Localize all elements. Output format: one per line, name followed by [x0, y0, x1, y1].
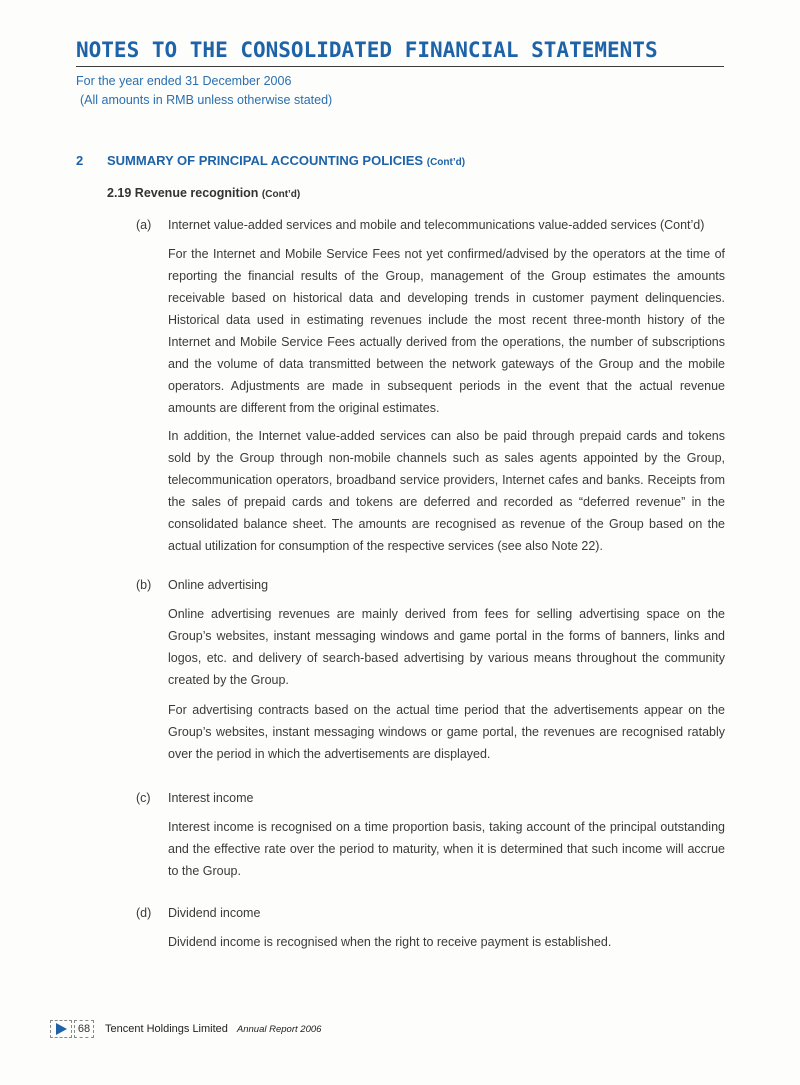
section-heading [76, 153, 465, 168]
item-b-paragraph-1: Online advertising revenues are mainly derived from fees for selling advertising space on the Group’s websites, instant messaging windows and game portal in the forms of banners, links and logos, etc. and delivery of search-based advertising by various means throughout the community created by the Group. [168, 607, 725, 687]
item-title: Internet value-added services and mobile and telecommunications value-added services (Cont’d) [168, 218, 705, 232]
play-arrow-icon [50, 1020, 72, 1038]
item-a-heading [136, 218, 704, 232]
page-title: NOTES TO THE CONSOLIDATED FINANCIAL STATEMENTS [76, 38, 658, 62]
item-letter: (d) [136, 906, 152, 920]
item-c-paragraph-1: Interest income is recognised on a time proportion basis, taking account of the principal outstanding and the effective rate over the period to maturity, when it is determined that such income will accrue to the Group. [168, 820, 725, 878]
page-footer [50, 1020, 321, 1038]
item-b-paragraph-2: For advertising contracts based on the actual time period that the advertisements appear on the Group’s websites, instant messaging windows or game portal, the revenues are recognised ratably over the period in which the advertisements are displayed. [168, 703, 725, 761]
report-name: Annual Report 2006 [236, 1023, 322, 1035]
section-number: 2 [76, 153, 84, 168]
title-rule [76, 66, 724, 67]
item-d-heading [136, 906, 260, 920]
item-letter: (c) [136, 791, 151, 805]
item-a-paragraph-1: For the Internet and Mobile Service Fees not yet confirmed/advised by the operators at the time of reporting the financial results of the Group, management of the Group estimates the amounts receivable based on historical data and developing trends in customer payment delinquencies. Historical data used in estimating revenues include the most recent three-month history of the Internet and Mobile Service Fees actually derived from the operations, the number of subscriptions and the volume of data transmitted between the network gateways of the Group and the mobile operators. Adjustments are made in subsequent periods in the event that the actual revenue amounts are different from the original estimates. [168, 247, 725, 415]
currency-subtitle: (All amounts in RMB unless otherwise stated) [80, 93, 333, 107]
company-name: Tencent Holdings Limited [105, 1023, 228, 1035]
period-subtitle: For the year ended 31 December 2006 [76, 74, 292, 88]
item-a-paragraph-2: In addition, the Internet value-added services can also be paid through prepaid cards and tokens sold by the Group through non-mobile channels such as sales agents appointed by the Group, telecommunication operators, broadband service providers, Internet cafes and banks. Receipts from the sales of prepaid cards and tokens are deferred and recorded as “deferred revenue” in the consolidated balance sheet. The amounts are recognised as revenue of the Group based on the actual utilization for consumption of the respective services (see also Note 22). [168, 429, 725, 553]
page-number: 68 [74, 1020, 94, 1038]
item-d-paragraph-1: Dividend income is recognised when the right to receive payment is established. [168, 935, 612, 949]
subsection-heading [107, 186, 300, 200]
item-title: Interest income [168, 791, 254, 805]
item-b-heading [136, 578, 268, 592]
item-title: Dividend income [168, 906, 261, 920]
item-letter: (b) [136, 578, 152, 592]
subsection-title: 2.19 Revenue recognition [107, 186, 259, 200]
section-title: SUMMARY OF PRINCIPAL ACCOUNTING POLICIES [107, 153, 424, 168]
subsection-contd: (Cont’d) [261, 189, 301, 200]
item-title: Online advertising [168, 578, 269, 592]
item-letter: (a) [136, 218, 152, 232]
section-contd: (Cont’d) [426, 157, 466, 168]
item-c-heading [136, 791, 253, 805]
